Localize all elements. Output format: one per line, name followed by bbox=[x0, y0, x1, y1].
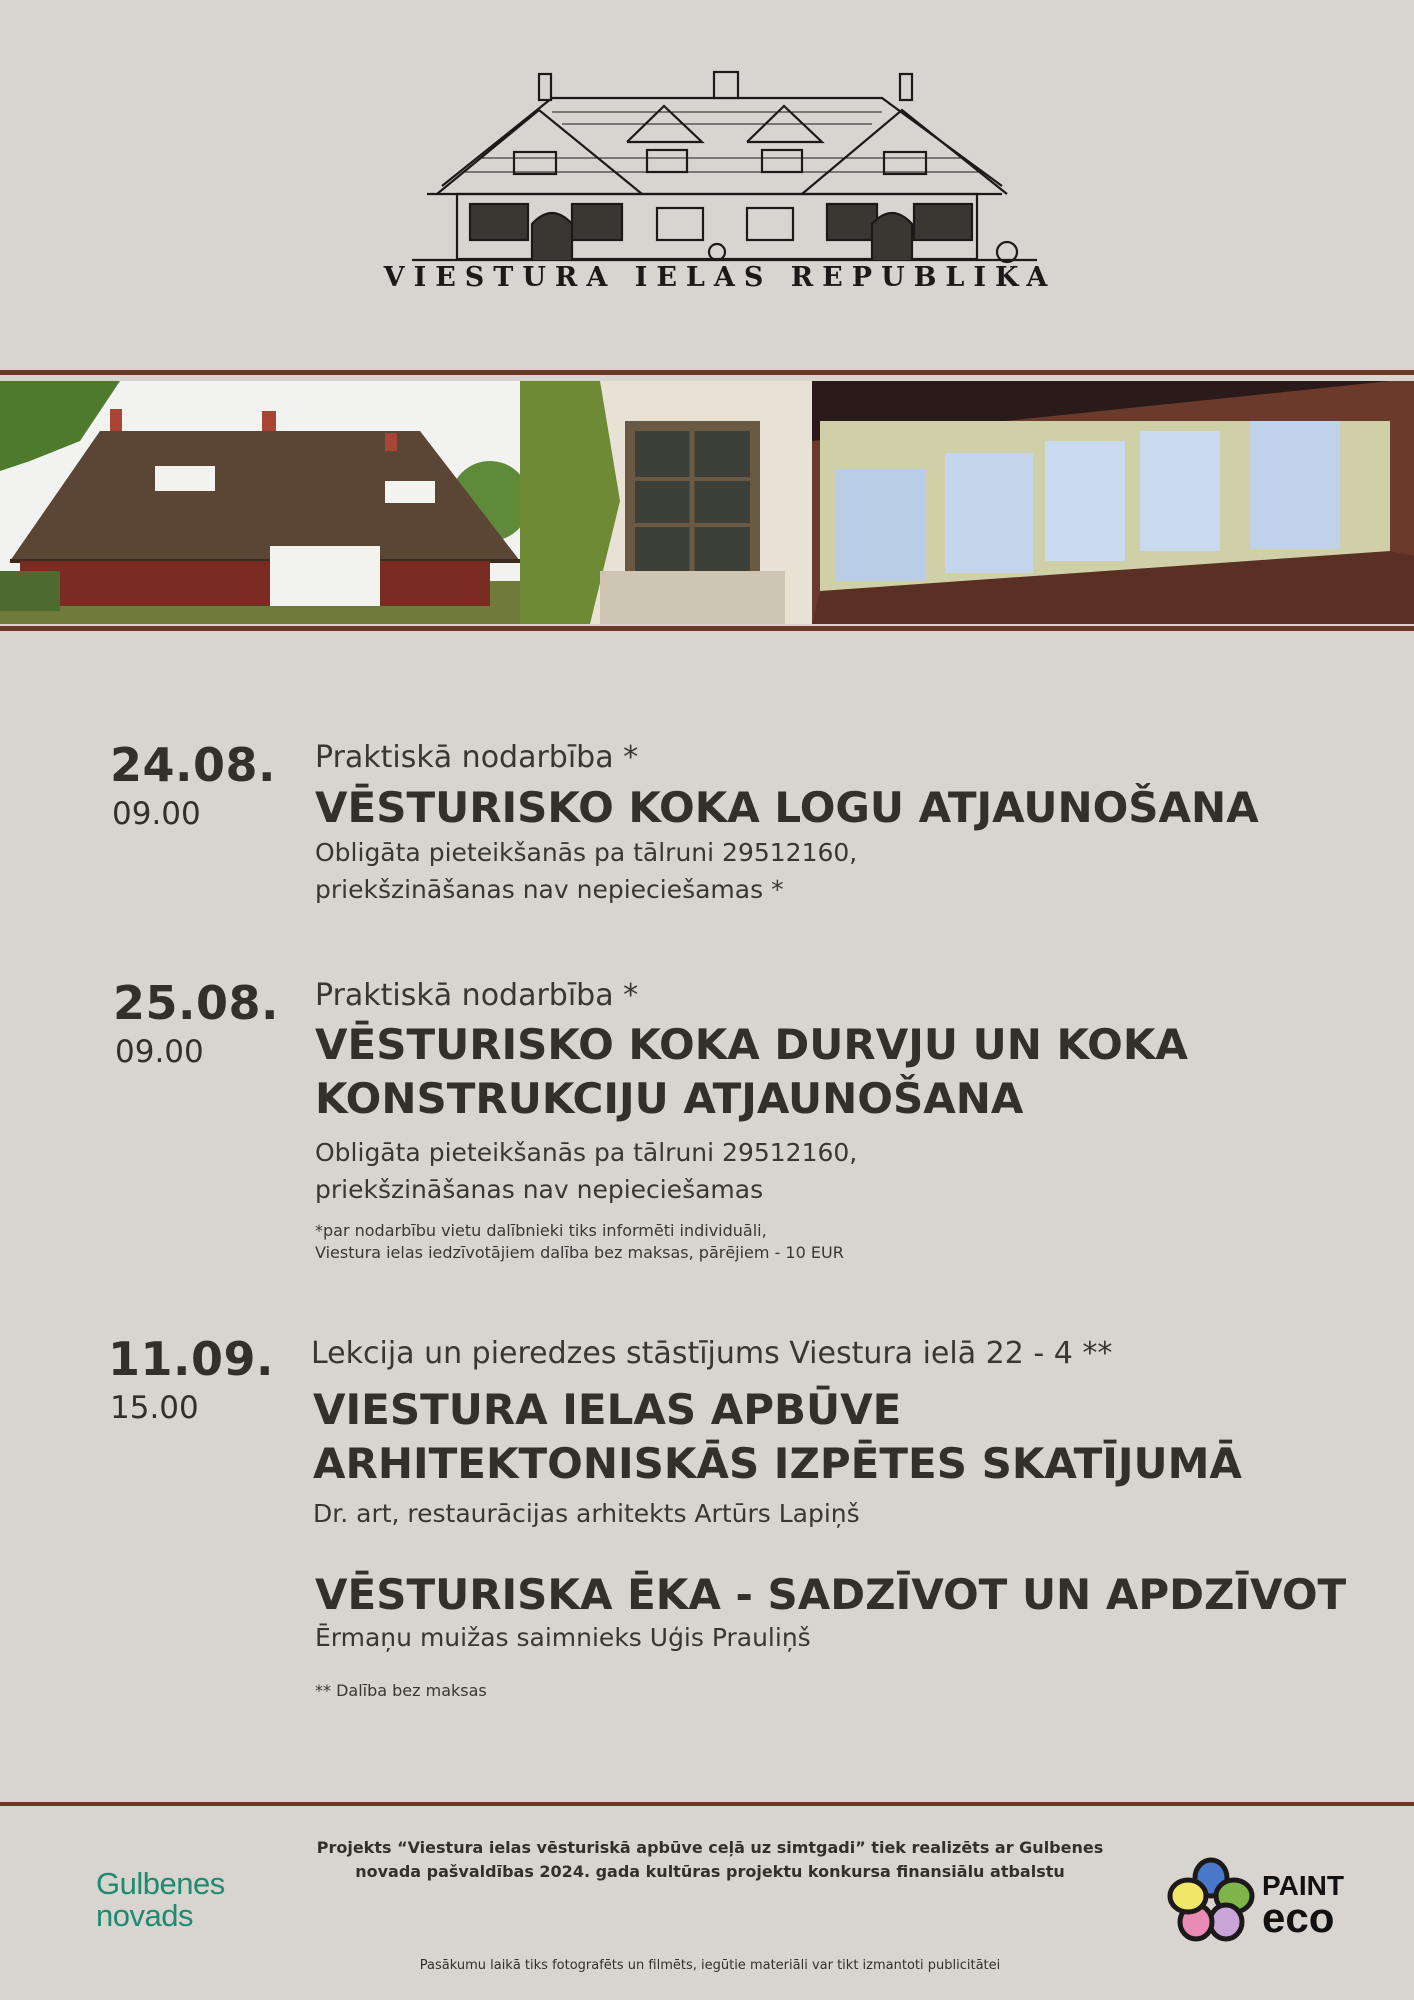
event-2-date: 25.08. bbox=[113, 976, 279, 1030]
event-3-title bbox=[313, 1383, 1242, 1491]
event-3-title-line: VIESTURA IELAS APBŪVE bbox=[313, 1385, 902, 1434]
event-1-info-line: Obligāta pieteikšanās pa tālruni 29512160, bbox=[315, 838, 858, 867]
event-1-time: 09.00 bbox=[112, 796, 201, 832]
event-2-time: 09.00 bbox=[115, 1034, 204, 1070]
event-1-title: VĒSTURISKO KOKA LOGU ATJAUNOŠANA bbox=[315, 783, 1259, 832]
event-3-title-line: ARHITEKTONISKĀS IZPĒTES SKATĪJUMĀ bbox=[313, 1439, 1242, 1488]
event-2-note bbox=[315, 1220, 844, 1264]
photo-notice: Pasākumu laikā tiks fotografēts un filmēts, iegūtie materiāli var tikt izmantoti publicitātei bbox=[419, 1958, 1001, 1973]
event-2-info-line: Obligāta pieteikšanās pa tālruni 29512160, bbox=[315, 1138, 858, 1167]
project-text-line: Projekts “Viestura ielas vēsturiskā apbūve ceļā uz simtgadi” tiek realizēts ar Gulbenes bbox=[316, 1838, 1104, 1857]
project-funding-text bbox=[300, 1836, 1120, 1884]
gulbenes-logo-line-2: novads bbox=[96, 1898, 193, 1933]
event-2-title bbox=[315, 1018, 1188, 1126]
event-1-info bbox=[315, 834, 857, 908]
event-3-date: 11.09. bbox=[108, 1332, 274, 1386]
paint-eco-line-2: eco bbox=[1262, 1894, 1335, 1941]
bottom-divider bbox=[0, 626, 1414, 631]
flower-icon bbox=[1166, 1856, 1256, 1946]
event-2-title-line: VĒSTURISKO KOKA DURVJU UN KOKA bbox=[315, 1020, 1188, 1069]
logo-title: VIESTURA IELAS REPUBLIKA bbox=[383, 262, 1057, 293]
photo-strip bbox=[0, 381, 1414, 624]
house-photo bbox=[0, 381, 530, 624]
house-sketch-logo bbox=[402, 62, 1042, 267]
event-2-title-line: KONSTRUKCIJU ATJAUNOŠANA bbox=[315, 1074, 1024, 1123]
top-divider bbox=[0, 370, 1414, 375]
event-2-subtitle: Praktiskā nodarbība * bbox=[315, 978, 639, 1013]
old-window-photo bbox=[520, 381, 812, 624]
project-text-line: novada pašvaldības 2024. gada kultūras projektu konkursa finansiālu atbalstu bbox=[355, 1862, 1065, 1881]
paint-eco-logo bbox=[1262, 1870, 1362, 1941]
paint-eco-line-1: PAINT bbox=[1262, 1870, 1344, 1901]
event-3-note: ** Dalība bez maksas bbox=[315, 1681, 487, 1700]
event-3-subtitle: Lekcija un pieredzes stāstījums Viestura ielā 22 - 4 ** bbox=[311, 1336, 1113, 1371]
event-2-info-line: priekšzināšanas nav nepieciešamas bbox=[315, 1175, 764, 1204]
event-2-info bbox=[315, 1134, 857, 1208]
event-2-note-line: *par nodarbību vietu dalībnieki tiks informēti individuāli, bbox=[315, 1221, 767, 1240]
event-3-time: 15.00 bbox=[110, 1390, 199, 1426]
event-1-subtitle: Praktiskā nodarbība * bbox=[315, 740, 639, 775]
event-3-second-speaker: Ērmaņu muižas saimnieks Uģis Prauliņš bbox=[315, 1623, 811, 1652]
footer-divider bbox=[0, 1802, 1414, 1806]
event-1-info-line: priekšzināšanas nav nepieciešamas * bbox=[315, 875, 784, 904]
window-row-photo bbox=[812, 381, 1414, 624]
event-1-date: 24.08. bbox=[110, 738, 276, 792]
gulbenes-logo-line-1: Gulbenes bbox=[96, 1866, 225, 1901]
gulbenes-novads-logo bbox=[96, 1868, 266, 1940]
event-2-note-line: Viestura ielas iedzīvotājiem dalība bez maksas, pārējiem - 10 EUR bbox=[315, 1243, 844, 1262]
event-3-second-title: VĒSTURISKA ĒKA - SADZĪVOT UN APDZĪVOT bbox=[315, 1570, 1347, 1619]
event-3-speaker: Dr. art, restaurācijas arhitekts Artūrs Lapiņš bbox=[313, 1499, 860, 1528]
